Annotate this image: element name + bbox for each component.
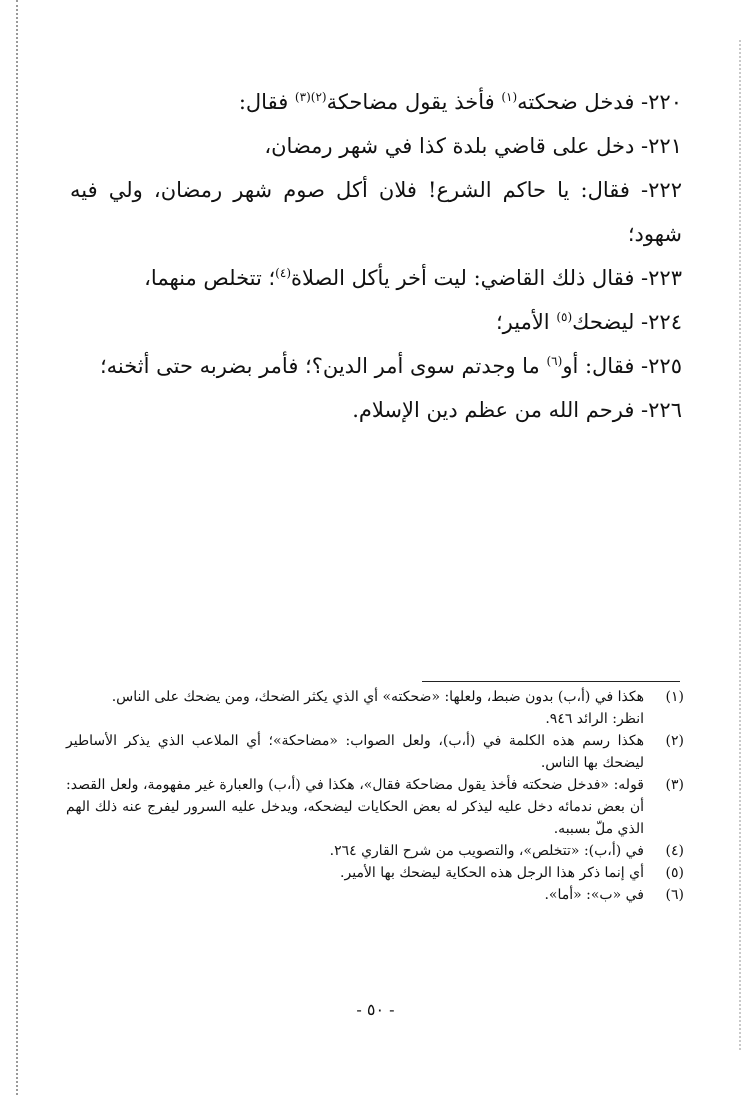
footnote-number: (١) <box>665 689 684 705</box>
verse-text: فقال ذلك القاضي: ليت أخر يأكل الصلاة <box>291 266 642 290</box>
verse-text: الأمير؛ <box>495 310 557 334</box>
verse-221 <box>70 124 682 168</box>
footnote-ref: (٦) <box>546 354 563 368</box>
footnote-number: (٥) <box>665 865 684 881</box>
verse-number: ٢٢١- <box>641 134 682 158</box>
verse-text: ما وجدتم سوى أمر الدين؟؛ فأمر بضربه حتى أثخنه؛ <box>99 354 547 378</box>
verse-number: ٢٢٢- <box>641 178 682 202</box>
verse-226 <box>70 388 682 432</box>
footnote-number: (٢) <box>665 733 684 749</box>
verse-220 <box>70 80 682 124</box>
footnote-number: (٦) <box>665 887 684 903</box>
verse-224 <box>70 300 682 344</box>
verse-text: دخل على قاضي بلدة كذا في شهر رمضان، <box>264 134 642 158</box>
footnote-ref: (٢)(٣) <box>294 90 327 104</box>
main-text <box>70 80 682 432</box>
footnote-1 <box>66 686 684 730</box>
verse-text: فقال: <box>238 90 295 114</box>
footnote-5 <box>66 862 684 884</box>
footnote-text: قوله: «فدخل ضحكته فأخذ يقول مضاحكة فقال»، هكذا في (أ،ب) والعبارة غير مفهومة، ولعل القصد: أن بعض ندمائه دخل عليه ليذكر له بعض الحكايات ليضحكه، ويدخل عليه السرور ليفرج عنه ذلك الهم الذي ملّ بسببه. <box>66 777 644 837</box>
footnote-text: هكذا في (أ،ب) بدون ضبط، ولعلها: «ضحكته» أي الذي يكثر الضحك، ومن يضحك على الناس. <box>111 689 644 705</box>
verse-text: ؛ تتخلص منهما، <box>144 266 276 290</box>
footnote-text: في «ب»: «أما». <box>544 887 644 903</box>
footnote-separator <box>422 681 680 682</box>
page-number: - ٥٠ - <box>356 1000 395 1019</box>
verse-text: فقال: يا حاكم الشرع! فلان أكل صوم شهر رمضان، ولي فيه شهود؛ <box>70 178 682 246</box>
verse-text: ليضحك <box>572 310 642 334</box>
verse-number: ٢٢٥- <box>641 354 682 378</box>
footnote-ref: (٥) <box>556 310 573 324</box>
footnote-3 <box>66 774 684 840</box>
right-dotted-margin <box>739 40 741 1050</box>
footnote-text: هكذا رسم هذه الكلمة في (أ،ب)، ولعل الصواب: «مضاحكة»؛ أي الملاعب الذي يذكر الأساطير ليضحك بها الناس. <box>66 733 644 771</box>
footnotes <box>66 686 684 906</box>
verse-number: ٢٢٠- <box>641 90 682 114</box>
footnote-text: انظر: الرائد ٩٤٦. <box>545 711 644 727</box>
verse-number: ٢٢٤- <box>641 310 682 334</box>
left-dotted-margin <box>16 0 18 1095</box>
verse-222 <box>70 168 682 256</box>
footnote-ref: (١) <box>501 90 518 104</box>
verse-text: فقال: أو <box>562 354 642 378</box>
verse-223 <box>70 256 682 300</box>
footnote-text: في (أ،ب): «تتخلص»، والتصويب من شرح القاري ٢٦٤. <box>329 843 644 859</box>
footnote-4 <box>66 840 684 862</box>
footnote-text: أي إنما ذكر هذا الرجل هذه الحكاية ليضحك بها الأمير. <box>340 865 644 881</box>
verse-text: فأخذ يقول مضاحكة <box>326 90 502 114</box>
footnote-6 <box>66 884 684 906</box>
footnote-number: (٤) <box>665 843 684 859</box>
verse-225 <box>70 344 682 388</box>
verse-number: ٢٢٣- <box>641 266 682 290</box>
footnote-2 <box>66 730 684 774</box>
verse-number: ٢٢٦- <box>641 398 682 422</box>
footnote-ref: (٤) <box>275 266 291 280</box>
verse-text: فرحم الله من عظم دين الإسلام. <box>352 398 642 422</box>
footnote-number: (٣) <box>665 777 684 793</box>
verse-text: فدخل ضحكته <box>517 90 642 114</box>
